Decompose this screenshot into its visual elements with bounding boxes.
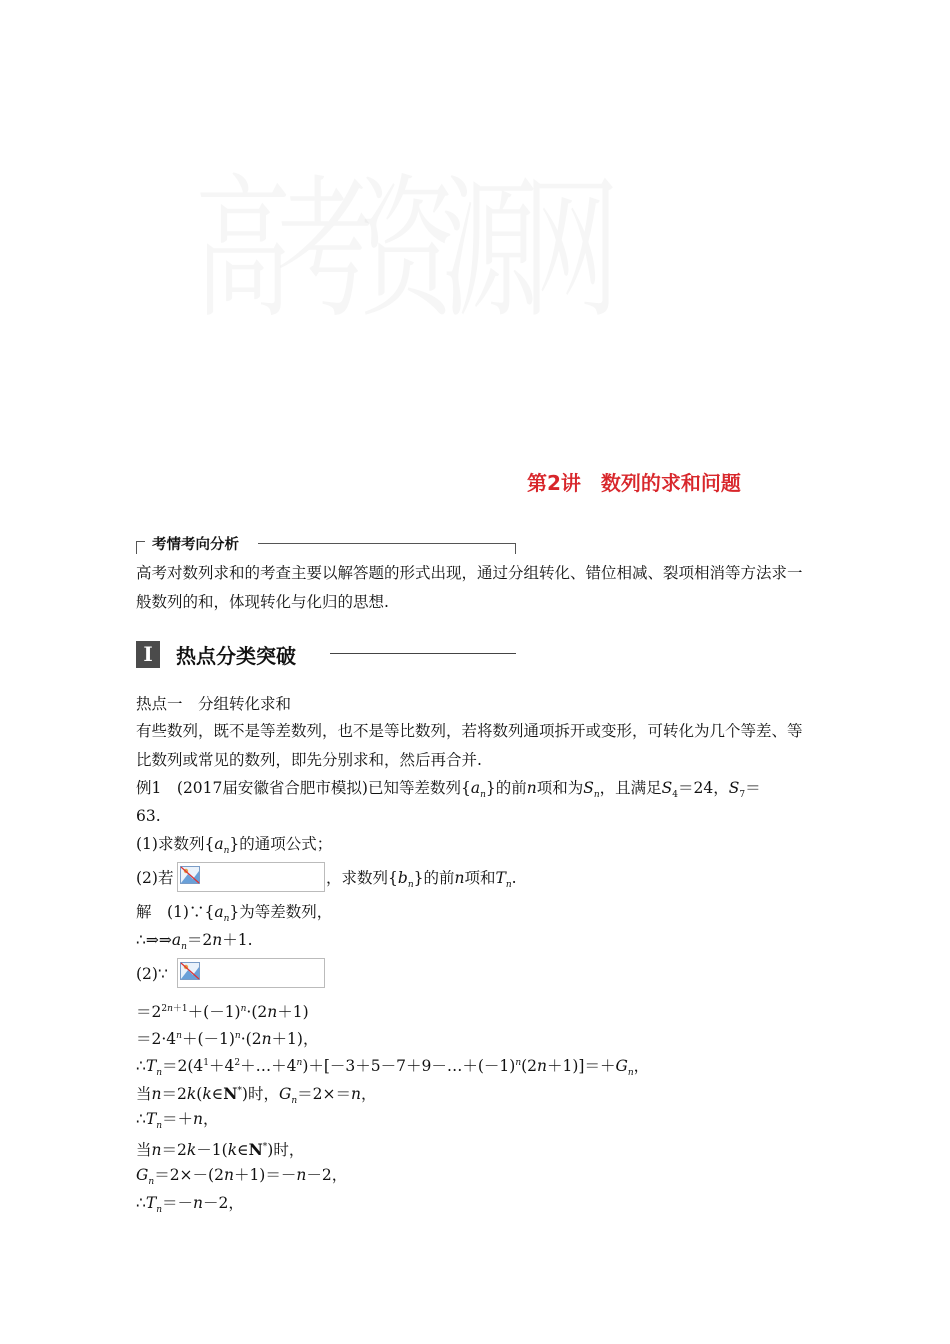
question-2-prefix: (2)若 [136, 869, 174, 887]
formula-image-placeholder-2 [177, 958, 325, 988]
example-text: 已知等差数列$\{a_n\}$的前n项和为$S_n$，且满足$S_4=24$，$S_7=$ [367, 779, 761, 801]
solution-line-8: $\therefore T_n=+n$， [136, 1110, 219, 1132]
solution-lead: 解 $(1)\because\{a_n\}$为等差数列， [136, 903, 333, 925]
broken-image-icon [180, 962, 200, 980]
question-2-suffix: ，求数列$\{b_n\}$的前n项和$T_n$. [326, 869, 517, 891]
solution-line-2: $\therefore\Rightarrow\Rightarrow a_n=2n+1$. [136, 931, 253, 953]
section-numeral-badge: I [136, 641, 160, 668]
question-1: (1)求数列$\{a_n\}$的通项公式； [136, 835, 333, 857]
solution-2-prefix: (2)∵ [136, 965, 168, 983]
analysis-section-title: 考情考向分析 [152, 533, 245, 554]
solution-line-6: $\therefore T_n=2(4^1+4^2+\dots+4^n)+[-3+5-7+9-\dots+(-1)^n(2n+1)]=+G_n$， [136, 1057, 650, 1079]
example-statement-cont: 63. [136, 807, 161, 825]
lecture-title: 第2讲 数列的求和问题 [527, 471, 741, 495]
solution-line-5: $=2\cdot 4^n+(-1)^n\cdot(2n+1)$， [136, 1030, 319, 1049]
hot-section-title: 热点分类突破 [176, 644, 296, 668]
hot-section-divider [330, 653, 516, 654]
question-2 [136, 867, 173, 889]
solution-line-9: 当n＝2k－1(k∈N*)时， [136, 1140, 305, 1160]
solution-line-4: $=2^{2n+1}+(-1)^n\cdot(2n+1)$ [136, 1003, 309, 1022]
broken-image-icon [180, 866, 200, 884]
solution-line-10: $G_n=2\times-(2n+1)=-n-2$， [136, 1166, 348, 1188]
formula-image-placeholder [177, 862, 325, 892]
watermark [195, 170, 525, 506]
analysis-text: 高考对数列求和的考查主要以解答题的形式出现，通过分组转化、错位相减、裂项相消等方法求一般数列的和，体现转化与化归的思想. [136, 564, 803, 611]
section-bracket-left [136, 541, 145, 554]
section-divider [258, 543, 516, 544]
hotspot-description: 有些数列，既不是等差数列，也不是等比数列，若将数列通项拆开或变形，可转化为几个等差、等比数列或常见的数列，即先分别求和，然后再合并. [136, 722, 803, 769]
section-bracket-right [515, 543, 516, 554]
example-source: (2017届安徽省合肥市模拟) [176, 779, 368, 797]
hotspot-heading: 热点一 分组转化求和 [136, 695, 292, 713]
example-label: 例1 [136, 779, 162, 797]
solution-line-11: $\therefore T_n=-n-2$， [136, 1194, 244, 1216]
solution-line-7: 当n＝2k(k∈N*)时，$G_n=2\times=n$， [136, 1084, 377, 1107]
example-statement [136, 777, 761, 806]
